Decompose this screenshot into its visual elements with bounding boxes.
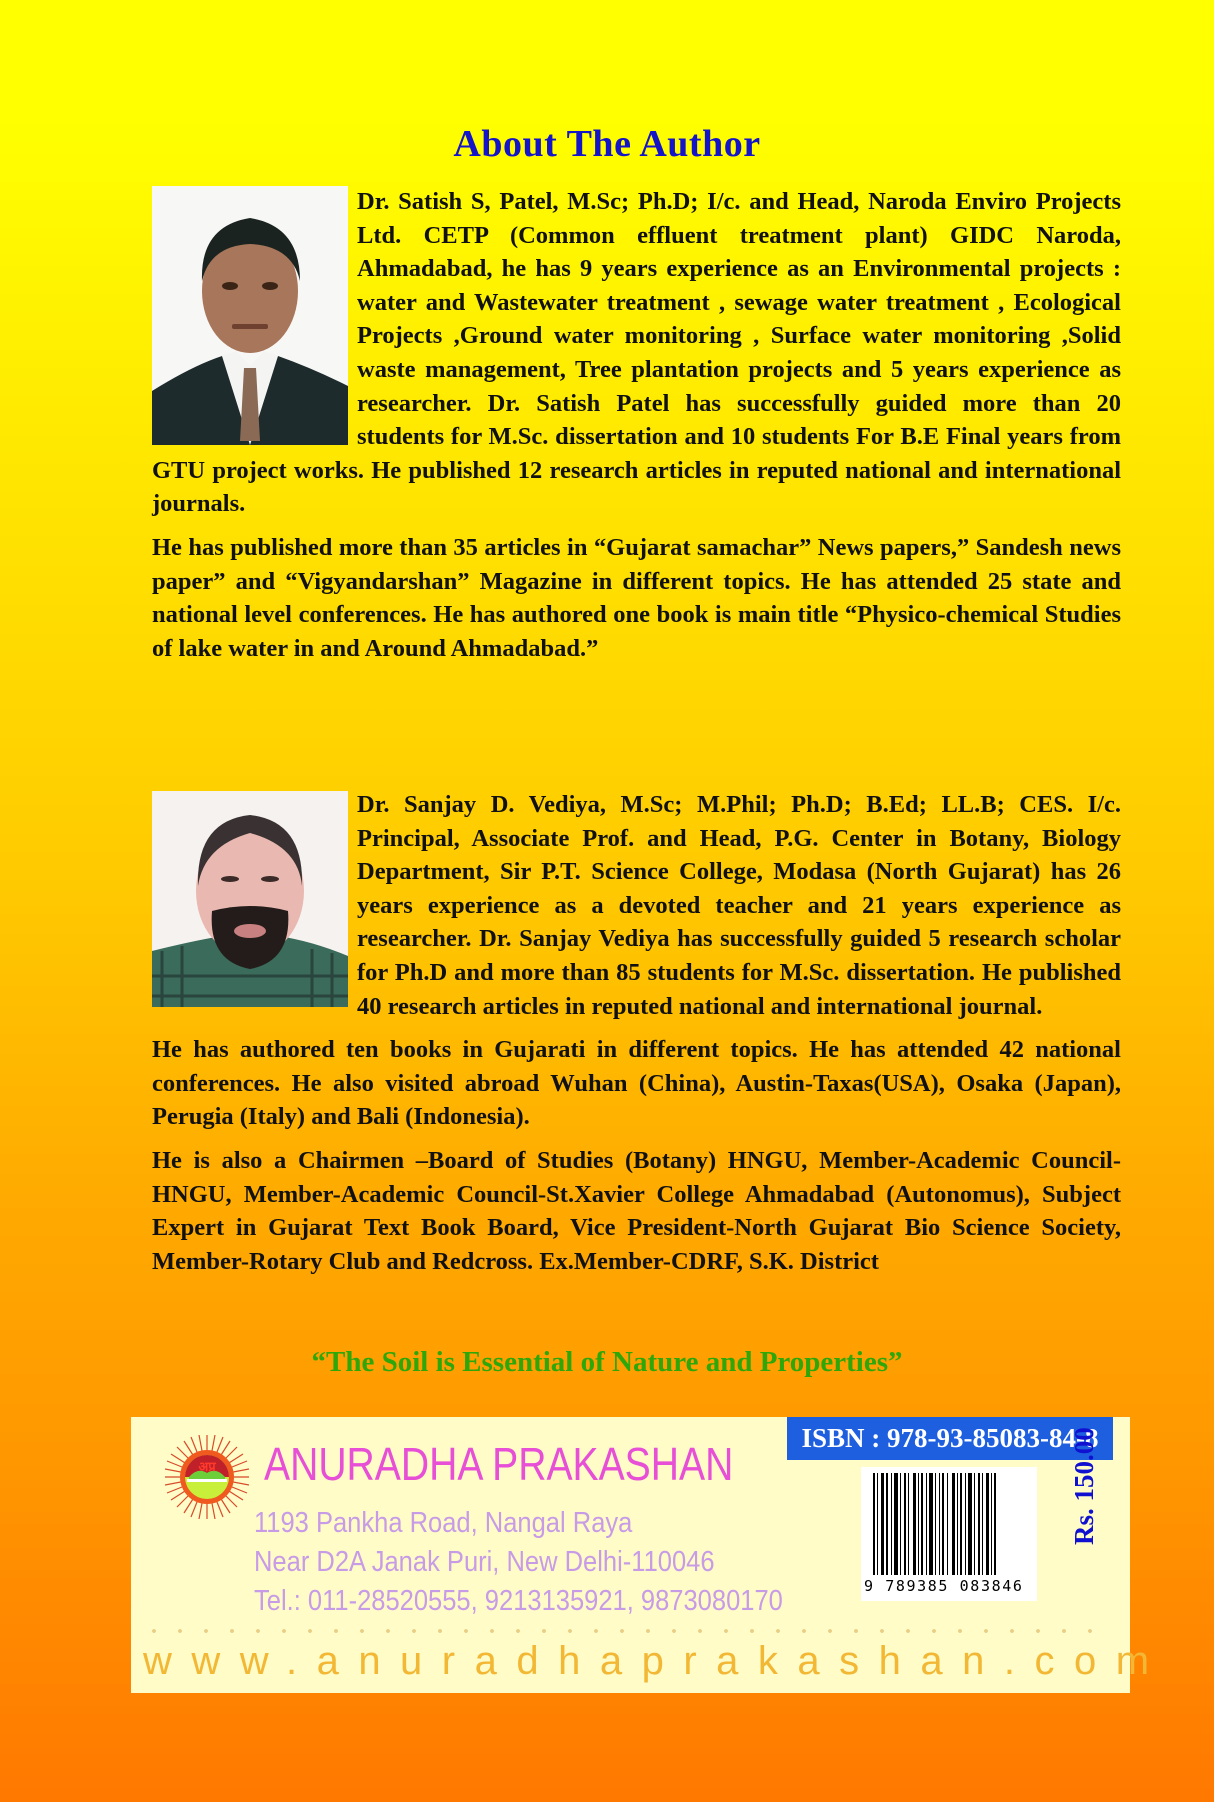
portrait-icon bbox=[152, 186, 348, 445]
author-2-paragraph-3: He is also a Chairmen –Board of Studies (Botany) HNGU, Member-Academic Council-HNGU, Member-Academic Council-St.Xavier College Ahmadabad (Autonomus), Subject Expert in Gujarat Text Book Board, Vice President-North Gujarat Bio Science Society, Member-Rotary Club and Redcross. Ex.Member-CDRF, S.K. District bbox=[152, 1146, 1121, 1275]
author-2-paragraph-2: He has authored ten books in Gujarati in different topics. He has attended 42 national conferences. He also visited abroad Wuhan (China), Austin-Taxas(USA), Osaka (Japan), Perugia (Italy) and Bali (Indonesia). bbox=[152, 1036, 1121, 1131]
isbn-label: ISBN : 978-93-85083-84-8 bbox=[787, 1417, 1113, 1460]
author-2-paragraph-1: Dr. Sanjay D. Vediya, M.Sc; M.Phil; Ph.D; B.Ed; LL.B; CES. I/c. Principal, Associate Prof. and Head, P.G. Center in Botany, Biology Department, Sir P.T. Science College, Modasa (North Gujarat) has 26 years experience as a devoted teacher and 21 years experience as researcher. Dr. Sanjay Vediya has successfully guided 5 research scholar for Ph.D and more than 85 students for M.Sc. dissertation. He published 40 research articles in reputed national and international journal. bbox=[357, 791, 1121, 1020]
publisher-phone: Tel.: 011-28520555, 9213135921, 9873080170 bbox=[254, 1585, 783, 1617]
sunburst-book-logo-icon bbox=[165, 1435, 249, 1519]
page-title: About The Author bbox=[453, 123, 761, 165]
svg-text:अप्र: अप्र bbox=[198, 1460, 216, 1475]
publisher-panel bbox=[131, 1417, 1169, 1693]
author-1-paragraph-2: He has published more than 35 articles in “Gujarat samachar” News papers,” Sandesh news paper” and “Vigyandarshan” Magazine in different topics. He has attended 25 state and national level conferences. He has authored one book is main title “Physico-chemical Studies of lake water in and Around Ahmadabad.” bbox=[152, 533, 1121, 662]
author-photo-satish-patel bbox=[152, 186, 348, 445]
publisher-logo bbox=[165, 1435, 249, 1519]
isbn-barcode bbox=[861, 1467, 1037, 1601]
author-photo-sanjay-vediya bbox=[152, 791, 348, 1007]
author-1-paragraph-1: Dr. Satish S, Patel, M.Sc; Ph.D; I/c. and Head, Naroda Enviro Projects Ltd. CETP (Common effluent treatment plant) GIDC Naroda, Ahmadabad, he has 9 years experience as an Environmental projects : water and Wastewater treatment , sewage water treatment , Ecological Projects ,Ground water monitoring , Surface water monitoring ,Solid waste management, Tree plantation projects and 5 years experience as researcher. Dr. Satish Patel has successfully guided more than 20 students for M.Sc. dissertation and 10 students For B.E Final years from GTU project works. He published 12 research articles in reputed national and international journals. bbox=[152, 188, 1121, 518]
dotted-divider bbox=[141, 1629, 1099, 1633]
price-label: Rs. 150.00 bbox=[1069, 1427, 1099, 1545]
barcode-bars-icon bbox=[873, 1473, 1029, 1575]
publisher-address-line-2: Near D2A Janak Puri, New Delhi-110046 bbox=[254, 1546, 715, 1578]
book-tagline-quote: “The Soil is Essential of Nature and Properties” bbox=[311, 1346, 903, 1378]
portrait-icon bbox=[152, 791, 348, 1007]
publisher-address-line-1: 1193 Pankha Road, Nangal Raya bbox=[254, 1507, 633, 1539]
publisher-website-link[interactable]: www.anuradhaprakashan.com bbox=[143, 1639, 1169, 1683]
author-bio-1 bbox=[152, 185, 1121, 665]
author-bio-2 bbox=[152, 788, 1121, 1278]
barcode-digits: 9 789385 083846 bbox=[864, 1577, 1024, 1595]
publisher-name: ANURADHA PRAKASHAN bbox=[264, 1438, 734, 1490]
